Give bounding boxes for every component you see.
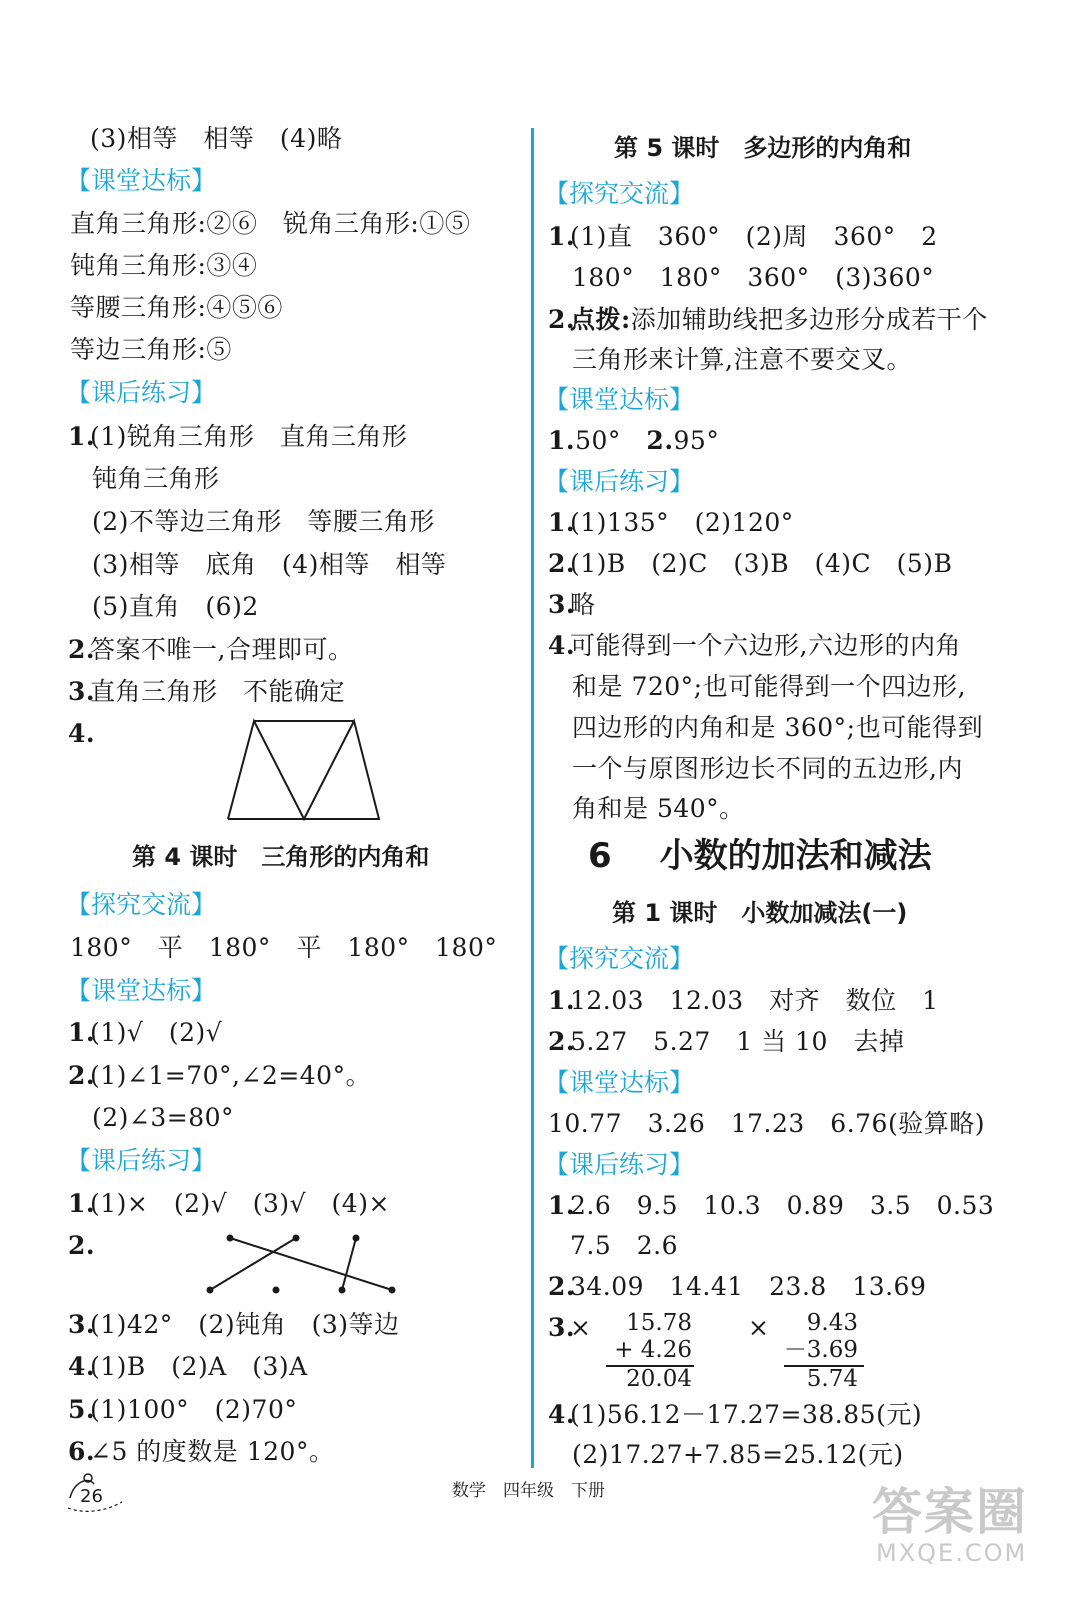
answer-line: 钝角三角形 [92, 464, 220, 493]
answer-value: 95° [673, 426, 720, 455]
vertical-calc-subtrahend: －3.69 [783, 1337, 858, 1363]
answer-line: 7.5 2.6 [570, 1231, 679, 1260]
answer-line: 可能得到一个六边形,六边形的内角 [570, 631, 961, 660]
answer-line: (3)相等 底角 (4)相等 相等 [92, 550, 447, 579]
answer-line: (1)135° (2)120° [570, 508, 794, 537]
section-heading-ketang: 【课堂达标】 [66, 166, 217, 195]
answer-line: 钝角三角形:③④ [70, 251, 258, 280]
answer-line: (1)B (2)A (3)A [90, 1352, 308, 1381]
wrong-mark: × [748, 1313, 770, 1342]
answer-line: 四边形的内角和是 360°;也可能得到 [572, 713, 984, 742]
section-heading-ketang: 【课堂达标】 [544, 1068, 695, 1097]
answer-line: (1)56.12－17.27=38.85(元) [570, 1400, 923, 1429]
answer-line: 180° 180° 360° (3)360° [572, 263, 935, 292]
answer-line: (1)100° (2)70° [90, 1395, 298, 1424]
question-number: 3. [68, 1310, 96, 1339]
wrong-mark: × [570, 1313, 592, 1342]
page-number: 26 [80, 1486, 103, 1507]
question-number: 1. [548, 222, 576, 251]
vertical-calc-top: 9.43 [806, 1310, 858, 1336]
watermark-url: MXQE.COM [876, 1539, 1028, 1567]
section-heading-tanjiu: 【探究交流】 [544, 944, 695, 973]
answer-line: (2)不等边三角形 等腰三角形 [92, 507, 435, 536]
question-number: 6. [68, 1437, 96, 1466]
answer-line: 12.03 12.03 对齐 数位 1 [570, 986, 939, 1015]
question-number: 2. [548, 1272, 576, 1301]
question-number: 2. [548, 1027, 576, 1056]
answer-line: 2.6 9.5 10.3 0.89 3.5 0.53 [570, 1191, 995, 1220]
question-number: 3. [68, 677, 96, 706]
answer-line: 直角三角形 不能确定 [90, 677, 346, 706]
answer-line: (1)直 360° (2)周 360° 2 [570, 222, 938, 251]
section-heading-kehou: 【课后练习】 [66, 378, 217, 407]
answer-line: (1)42° (2)钝角 (3)等边 [90, 1310, 400, 1339]
watermark-text: 答案圈 [872, 1483, 1028, 1541]
answer-line: 答案不唯一,合理即可。 [90, 635, 354, 664]
chapter-number: 6 [588, 836, 612, 876]
question-number: 1. [68, 1018, 96, 1047]
book-title-footer: 数学 四年级 下册 [452, 1481, 605, 1501]
answer-line: 角和是 540°。 [572, 794, 745, 823]
answer-line [570, 303, 988, 337]
answer-line: (2)∠3=80° [92, 1103, 235, 1132]
answer-value: 50° [575, 426, 647, 455]
answer-line: (3)相等 相等 (4)略 [90, 124, 343, 153]
question-number: 1. [68, 1189, 96, 1218]
question-number: 1. [548, 508, 576, 537]
chapter-title [588, 834, 932, 878]
question-number: 2. [68, 1231, 96, 1260]
answer-line: (1)× (2)√ (3)√ (4)× [90, 1189, 390, 1218]
question-number: 2. [68, 1061, 96, 1090]
hint-text: 添加辅助线把多边形分成若干个 [630, 305, 988, 334]
question-number: 2. [548, 549, 576, 578]
answer-line [548, 424, 719, 458]
answer-line: 180° 平 180° 平 180° 180° [70, 933, 498, 962]
question-number: 2. [68, 635, 96, 664]
lesson-title: 第 4 课时 三角形的内角和 [132, 843, 430, 871]
question-number: 1. [548, 1191, 576, 1220]
answer-line: 34.09 14.41 23.8 13.69 [570, 1272, 927, 1301]
answer-line: ∠5 的度数是 120°。 [90, 1437, 335, 1466]
matching-lines-diagram [196, 1228, 406, 1298]
answer-line: (1)∠1=70°,∠2=40°。 [90, 1061, 372, 1090]
answer-line: (1)B (2)C (3)B (4)C (5)B [570, 549, 953, 578]
question-number: 5. [68, 1395, 96, 1424]
question-number: 4. [68, 719, 96, 748]
section-heading-ketang: 【课堂达标】 [544, 385, 695, 414]
answer-line: (2)17.27+7.85=25.12(元) [572, 1440, 904, 1469]
vertical-calc-result: 5.74 [806, 1366, 858, 1392]
section-heading-kehou: 【课后练习】 [544, 467, 695, 496]
answer-line: 等腰三角形:④⑤⑥ [70, 293, 283, 322]
watermark-logo [872, 1484, 1028, 1566]
question-number: 3. [548, 1313, 576, 1342]
question-number: 2. [646, 426, 674, 455]
answer-line: 5.27 5.27 1 当 10 去掉 [570, 1027, 905, 1056]
answer-line: 等边三角形:⑤ [70, 335, 232, 364]
vertical-calc-top: 15.78 [626, 1310, 692, 1336]
question-number: 3. [548, 590, 576, 619]
section-heading-tanjiu: 【探究交流】 [66, 890, 217, 919]
answer-line: 10.77 3.26 17.23 6.76(验算略) [548, 1109, 985, 1138]
answer-line: 三角形来计算,注意不要交叉。 [572, 345, 912, 374]
answer-line: 一个与原图形边长不同的五边形,内 [572, 754, 963, 783]
question-number: 1. [548, 426, 576, 455]
answer-line: 略 [570, 590, 596, 619]
answer-line: (1)锐角三角形 直角三角形 [90, 422, 408, 451]
chapter-name: 小数的加法和减法 [659, 836, 932, 876]
hint-label: 点拨: [570, 305, 631, 334]
section-heading-tanjiu: 【探究交流】 [544, 179, 695, 208]
question-number: 1. [548, 986, 576, 1015]
section-heading-kehou: 【课后练习】 [544, 1150, 695, 1179]
section-heading-ketang: 【课堂达标】 [66, 976, 217, 1005]
question-number: 4. [68, 1352, 96, 1381]
question-number: 1. [68, 422, 96, 451]
vertical-calc-result: 20.04 [626, 1366, 692, 1392]
question-number: 2. [548, 305, 576, 334]
column-divider [531, 128, 534, 1468]
answer-line: 直角三角形:②⑥ 锐角三角形:①⑤ [70, 209, 471, 238]
answer-line: 和是 720°;也可能得到一个四边形, [572, 672, 967, 701]
answer-line: (5)直角 (6)2 [92, 592, 259, 621]
lesson-title: 第 5 课时 多边形的内角和 [614, 134, 912, 162]
question-number: 4. [548, 631, 576, 660]
question-number: 4. [548, 1400, 576, 1429]
vertical-calc-addend: + 4.26 [614, 1337, 692, 1363]
section-heading-kehou: 【课后练习】 [66, 1146, 217, 1175]
lesson-title: 第 1 课时 小数加减法(一) [612, 899, 908, 927]
triangle-diagram [226, 718, 382, 822]
answer-line: (1)√ (2)√ [90, 1018, 223, 1047]
